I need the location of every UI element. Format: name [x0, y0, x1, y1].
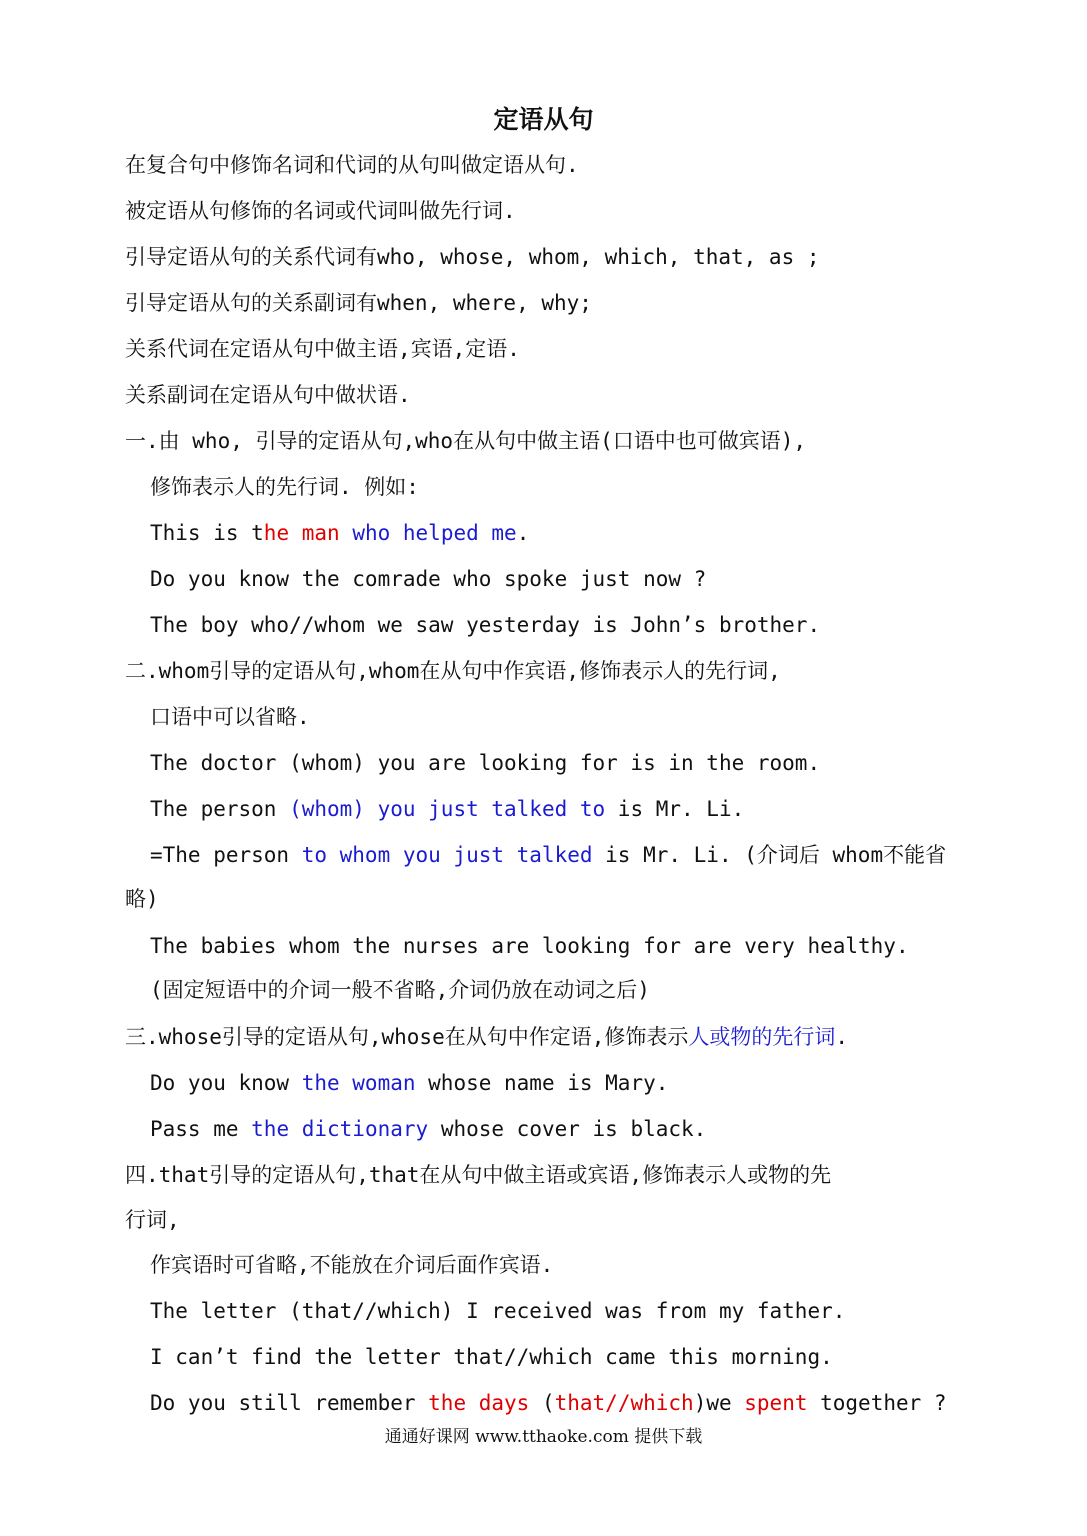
example-1-text: This is t: [150, 521, 264, 545]
example-12-we: )we: [693, 1391, 745, 1415]
example-6-end: is Mr. Li. (介词后 whom不能省: [592, 843, 947, 867]
section-3-heading: [125, 1022, 848, 1052]
example-1-highlight: he man: [263, 521, 340, 545]
example-2: Do you know the comrade who spoke just now ?: [150, 567, 707, 591]
example-8: [150, 1068, 668, 1098]
footer-watermark: 通通好课网 www.tthaoke.com 提供下载: [384, 1427, 703, 1447]
relative-adverbs-line: 引导定语从句的关系副词有when, where, why;: [125, 291, 592, 315]
adverb-function-line: 关系副词在定语从句中做状语.: [125, 383, 411, 407]
example-9-end: whose cover is black.: [428, 1117, 707, 1141]
section-3-end: .: [835, 1025, 849, 1049]
section-4-continuation: 行词,: [125, 1208, 180, 1232]
example-12-highlight-spent: spent: [744, 1391, 808, 1415]
example-1-end: .: [516, 521, 530, 545]
example-6-clause: to whom you just talked: [301, 843, 593, 867]
section-1-subheading: 修饰表示人的先行词. 例如:: [150, 475, 419, 499]
example-8-end: whose name is Mary.: [415, 1071, 669, 1095]
example-5-clause: (whom) you just talked to: [289, 797, 606, 821]
example-5-text: The person: [150, 797, 290, 821]
section-4-subheading: 作宾语时可省略,不能放在介词后面作宾语.: [150, 1253, 554, 1277]
section-4-heading: 四.that引导的定语从句,that在从句中做主语或宾语,修饰表示人或物的先: [125, 1163, 832, 1187]
section-2-subheading: 口语中可以省略.: [150, 705, 310, 729]
example-12-end: together ?: [807, 1391, 947, 1415]
example-9-highlight: the dictionary: [251, 1117, 429, 1141]
example-9: [150, 1114, 706, 1144]
example-4: The doctor (whom) you are looking for is in the room.: [150, 751, 821, 775]
example-9-text: Pass me: [150, 1117, 252, 1141]
example-7: The babies whom the nurses are looking for are very healthy.: [150, 934, 909, 958]
note-1: (固定短语中的介词一般不省略,介词仍放在动词之后): [150, 978, 650, 1002]
example-6: [150, 840, 946, 870]
example-12-text: Do you still remember: [150, 1391, 429, 1415]
example-12-highlight-days: the days: [428, 1391, 530, 1415]
example-8-highlight: the woman: [301, 1071, 416, 1095]
relative-pronouns-line: 引导定语从句的关系代词有who, whose, whom, which, that, as ;: [125, 245, 820, 269]
example-3: The boy who//whom we saw yesterday is John’s brother.: [150, 613, 821, 637]
section-3-highlight: 人或物的先行词: [688, 1025, 836, 1049]
section-1-heading: 一.由 who, 引导的定语从句,who在从句中做主语(口语中也可做宾语),: [125, 429, 807, 453]
example-1-clause: who helped me: [352, 521, 517, 545]
example-12: [150, 1388, 947, 1418]
section-2-heading: 二.whom引导的定语从句,whom在从句中作宾语,修饰表示人的先行词,: [125, 659, 781, 683]
antecedent-line: 被定语从句修饰的名词或代词叫做先行词.: [125, 199, 516, 223]
example-5: [150, 794, 744, 824]
example-6-text: =The person: [150, 843, 302, 867]
example-12-highlight-that: that//which: [554, 1391, 694, 1415]
example-5-end: is Mr. Li.: [605, 797, 745, 821]
section-3-text: 三.whose引导的定语从句,whose在从句中作定语,修饰表示: [125, 1025, 689, 1049]
pronoun-function-line: 关系代词在定语从句中做主语,宾语,定语.: [125, 337, 520, 361]
example-1: [150, 518, 529, 548]
example-1-space: [340, 521, 353, 545]
definition-line: 在复合句中修饰名词和代词的从句叫做定语从句.: [125, 153, 579, 177]
example-11: I can’t find the letter that//which came this morning.: [150, 1345, 833, 1369]
example-8-text: Do you know: [150, 1071, 302, 1095]
example-6-continuation: 略): [125, 887, 159, 911]
page-title: 定语从句: [493, 105, 594, 134]
example-10: The letter (that//which) I received was from my father.: [150, 1299, 846, 1323]
example-12-paren: (: [529, 1391, 555, 1415]
